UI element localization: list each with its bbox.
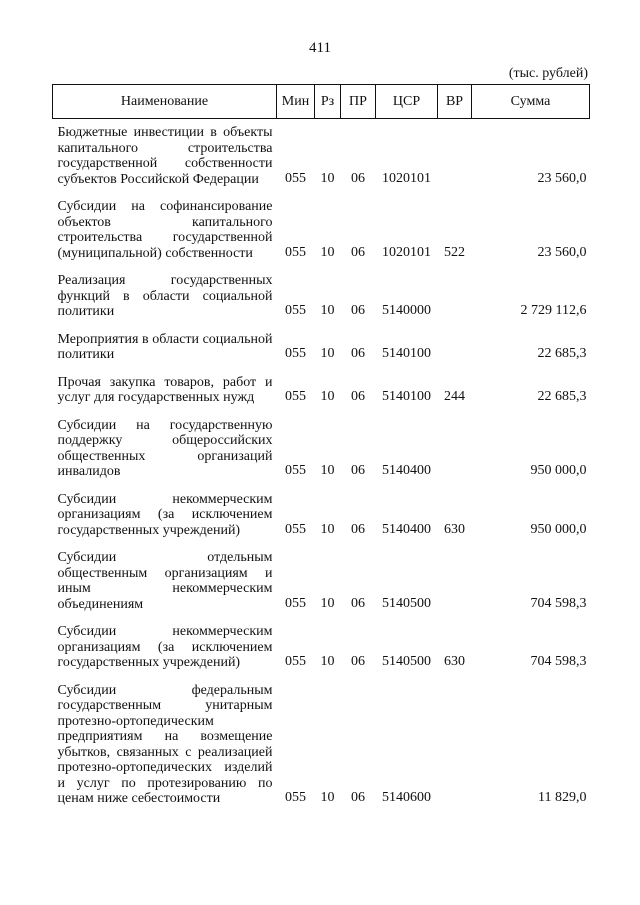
row-rz: 10 [320,521,335,537]
row-vr: 630 [444,654,465,669]
row-rz: 10 [320,346,335,361]
row-vr [438,412,472,486]
row-vr: 522 [444,244,465,260]
row-pr: 06 [351,790,365,805]
row-csr: 5140500 [382,654,431,669]
table-row [53,618,590,677]
row-sum: 704 598,3 [530,595,587,611]
page-number: 411 [309,40,331,56]
row-vr [438,544,472,618]
row-csr: 5140400 [382,463,431,478]
row-min: 055 [285,463,306,478]
header-min: Мин [277,85,315,119]
header-vr: ВР [438,85,472,119]
row-pr: 06 [351,303,365,318]
row-name: Прочая закупка товаров, работ и услуг для государственных нужд [57,374,273,405]
row-name: Субсидии федеральным государственным унитарным протезно-ортопедическим предприятиям на возмещение убытков, связанных с реализацией протезно-ортопедических изделий и услуг по протезированию по ценам ниже себестоимости [57,682,273,806]
row-pr: 06 [351,463,365,478]
table-row [53,369,590,412]
row-csr: 5140500 [382,595,431,611]
row-rz: 10 [320,389,335,404]
row-csr: 5140000 [382,303,431,318]
row-sum: 22 685,3 [537,346,587,361]
table-row [53,119,590,194]
row-name: Субсидии на софинансирование объектов капитального строительства государственной (муниципальной) собственности [57,199,273,261]
row-rz: 10 [320,790,335,805]
row-csr: 5140400 [382,521,431,537]
row-min: 055 [285,244,306,260]
row-vr [438,267,472,326]
row-rz: 10 [320,463,335,478]
row-pr: 06 [351,170,365,186]
table-header [53,85,590,119]
row-vr [438,326,472,369]
row-sum: 2 729 112,6 [520,303,587,318]
row-sum: 23 560,0 [537,244,587,260]
row-name: Бюджетные инвестиции в объекты капитального строительства государственной собственности субъектов Российской Федерации [57,125,273,187]
table-row [53,412,590,486]
header-name: Наименование [53,85,277,119]
budget-table [52,84,590,813]
header-csr: ЦСР [376,85,438,119]
row-name: Субсидии некоммерческим организациям (за исключением государственных учреждений) [57,491,273,538]
row-sum: 950 000,0 [530,521,587,537]
row-vr [438,677,472,813]
row-rz: 10 [320,170,335,186]
row-name: Реализация государственных функций в области социальной политики [57,273,273,319]
row-sum: 11 829,0 [538,790,587,805]
table-body [53,119,590,813]
row-rz: 10 [320,244,335,260]
row-min: 055 [285,389,306,404]
table-row [53,677,590,813]
table-row [53,544,590,618]
row-vr: 244 [444,389,465,404]
table-row [53,267,590,326]
row-rz: 10 [320,654,335,669]
row-csr: 5140600 [382,790,431,805]
row-rz: 10 [320,595,335,611]
table-row [53,486,590,545]
row-sum: 22 685,3 [537,389,587,404]
row-sum: 23 560,0 [537,170,587,186]
row-pr: 06 [351,654,365,669]
row-pr: 06 [351,595,365,611]
row-csr: 5140100 [382,346,431,361]
row-min: 055 [285,170,306,186]
row-csr: 1020101 [382,170,431,186]
row-pr: 06 [351,346,365,361]
row-name: Субсидии на государственную поддержку общероссийских общественных организаций инвалидов [57,417,273,479]
row-csr: 1020101 [382,244,431,260]
row-pr: 06 [351,244,365,260]
header-sum: Сумма [472,85,590,119]
row-pr: 06 [351,521,365,537]
row-vr: 630 [444,521,465,537]
header-rz: Рз [315,85,341,119]
header-pr: ПР [341,85,376,119]
row-min: 055 [285,303,306,318]
row-vr [438,119,472,194]
row-pr: 06 [351,389,365,404]
header-row [53,85,590,119]
units-label: (тыс. рублей) [508,66,588,81]
row-rz: 10 [320,303,335,318]
row-min: 055 [285,790,306,805]
row-csr: 5140100 [382,389,431,404]
row-sum: 704 598,3 [530,654,587,669]
row-name: Мероприятия в области социальной политики [57,331,273,362]
row-name: Субсидии отдельным общественным организациям и иным некоммерческим объединениям [57,550,273,612]
table-row [53,193,590,267]
row-min: 055 [285,595,306,611]
row-name: Субсидии некоммерческим организациям (за исключением государственных учреждений) [57,624,273,670]
row-min: 055 [285,654,306,669]
table-row [53,326,590,369]
row-sum: 950 000,0 [530,463,587,478]
row-min: 055 [285,521,306,537]
row-min: 055 [285,346,306,361]
